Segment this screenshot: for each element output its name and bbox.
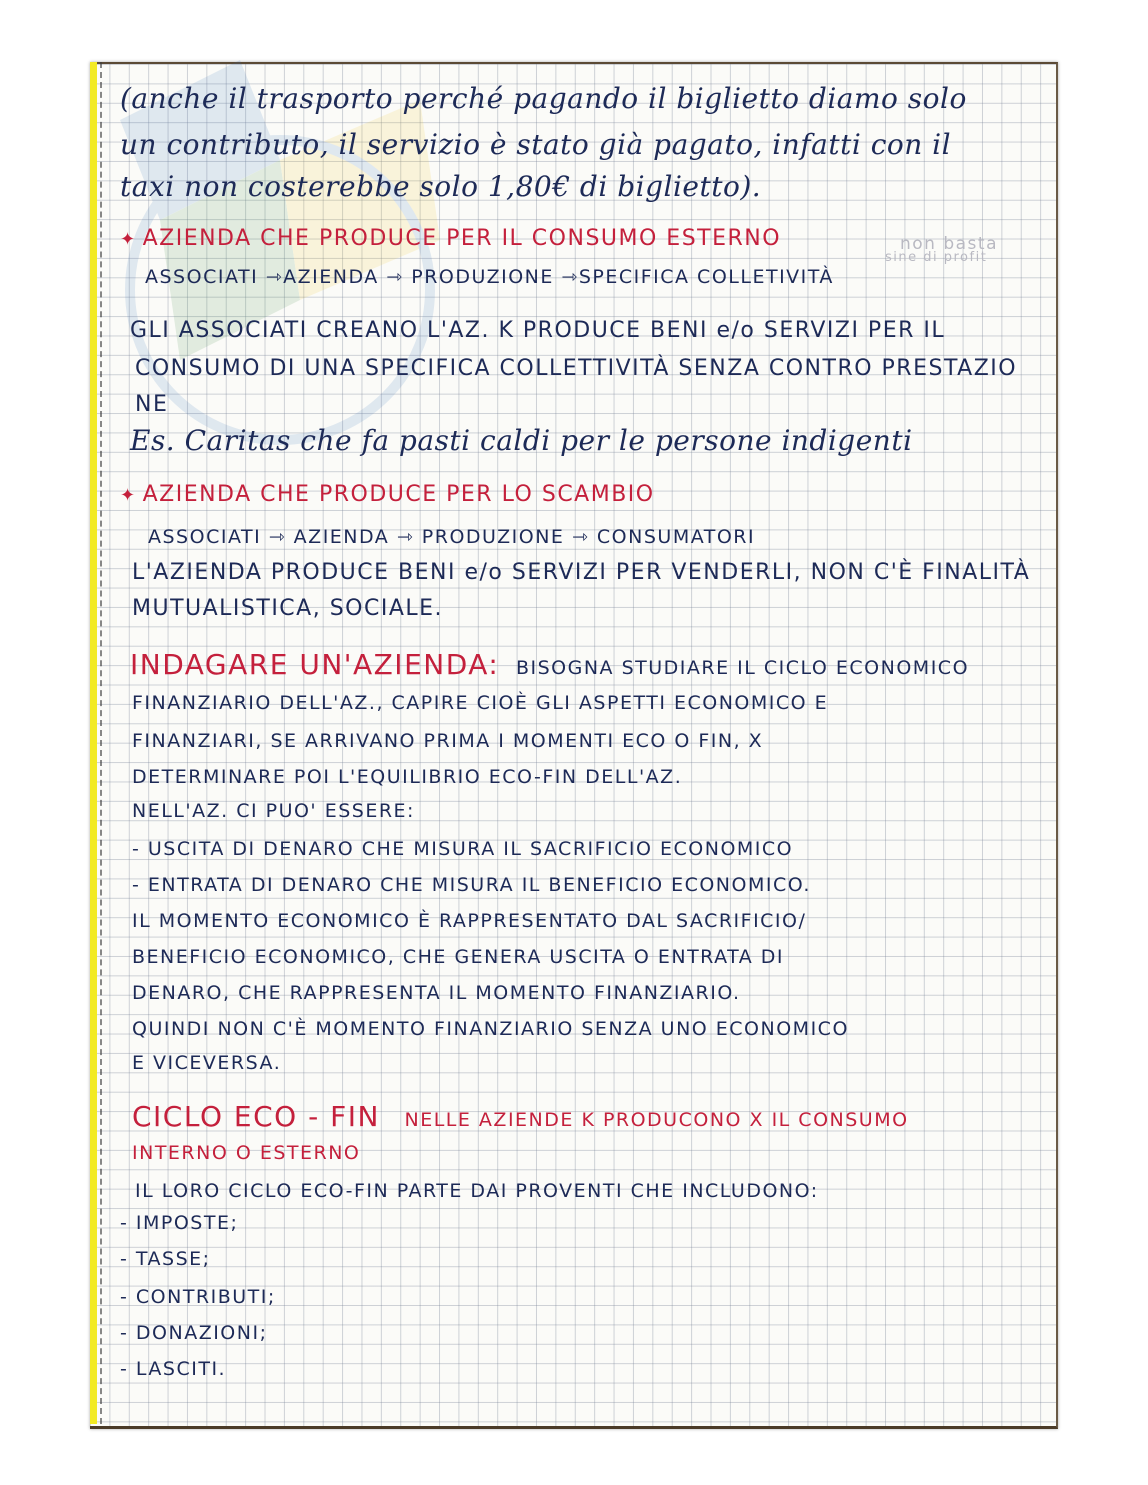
ciclo-item-tasse: - TASSE; xyxy=(120,1248,211,1270)
indagare-body-3: DETERMINARE POI L'EQUILIBRIO ECO-FIN DELL'AZ. xyxy=(132,766,683,788)
indagare-body-9: DENARO, CHE RAPPRESENTA IL MOMENTO FINANZIARIO. xyxy=(132,982,741,1004)
diamond-bullet-icon: ✦ xyxy=(120,229,137,250)
indagare-body-1: FINANZIARIO DELL'AZ., CAPIRE CIOÈ GLI ASPETTI ECONOMICO E xyxy=(132,692,829,714)
margin-line xyxy=(100,62,102,1424)
indagare-body-6: - ENTRATA DI DENARO CHE MISURA IL BENEFICIO ECONOMICO. xyxy=(132,874,811,896)
indagare-row xyxy=(130,648,969,681)
indagare-body-7: IL MOMENTO ECONOMICO È RAPPRESENTATO DAL SACRIFICIO/ xyxy=(132,910,807,932)
heading-ciclo: CICLO ECO - FIN xyxy=(132,1100,380,1133)
indagare-body-8: BENEFICIO ECONOMICO, CHE GENERA USCITA O ENTRATA DI xyxy=(132,946,785,968)
ciclo-item-contributi: - CONTRIBUTI; xyxy=(120,1286,276,1308)
heading-ciclo-line2: INTERNO O ESTERNO xyxy=(132,1142,361,1164)
ciclo-intro: IL LORO CICLO ECO-FIN PARTE DAI PROVENTI CHE INCLUDONO: xyxy=(135,1180,819,1202)
flow-scambio: ASSOCIATI ⇾ AZIENDA ⇾ PRODUZIONE ⇾ CONSUMATORI xyxy=(148,526,756,548)
heading-ciclo-rest: NELLE AZIENDE K PRODUCONO X IL CONSUMO xyxy=(404,1109,909,1131)
indagare-body-10: QUINDI NON C'È MOMENTO FINANZIARIO SENZA UNO ECONOMICO xyxy=(132,1018,849,1040)
indagare-lead: BISOGNA STUDIARE IL CICLO ECONOMICO xyxy=(515,657,970,679)
diamond-bullet-icon-2: ✦ xyxy=(120,485,137,506)
heading-consumo-esterno xyxy=(120,226,781,251)
ciclo-heading-row xyxy=(132,1100,909,1133)
ciclo-item-imposte: - IMPOSTE; xyxy=(120,1212,239,1234)
body-consumo-esterno-3: NE xyxy=(135,392,169,417)
ciclo-item-donazioni: - DONAZIONI; xyxy=(120,1322,268,1344)
indagare-body-11: E VICEVERSA. xyxy=(132,1052,282,1074)
indagare-body-5: - USCITA DI DENARO CHE MISURA IL SACRIFICIO ECONOMICO xyxy=(132,838,794,860)
heading-consumo-esterno-text: AZIENDA CHE PRODUCE PER IL CONSUMO ESTERNO xyxy=(142,226,782,251)
faint-note-2: sine di profit xyxy=(885,250,988,265)
faint-note: non basta xyxy=(900,234,999,254)
heading-indagare: INDAGARE UN'AZIENDA: xyxy=(130,648,500,681)
intro-line-1: (anche il trasporto perché pagando il biglietto diamo solo xyxy=(120,82,967,115)
intro-line-3: taxi non costerebbe solo 1,80€ di biglietto). xyxy=(120,170,762,203)
flow-consumo-esterno: ASSOCIATI ⇾AZIENDA ⇾ PRODUZIONE ⇾SPECIFICA COLLETIVITÀ xyxy=(145,266,834,288)
body-consumo-esterno-1: GLI ASSOCIATI CREANO L'AZ. K PRODUCE BENI e/o SERVIZI PER IL xyxy=(130,318,946,343)
ciclo-item-lasciti: - LASCITI. xyxy=(120,1358,227,1380)
heading-scambio-text: AZIENDA CHE PRODUCE PER LO SCAMBIO xyxy=(142,482,655,507)
body-consumo-esterno-2: CONSUMO DI UNA SPECIFICA COLLETTIVITÀ SENZA CONTRO PRESTAZIO xyxy=(135,356,1018,381)
yellow-page-edge xyxy=(90,62,97,1424)
indagare-body-4: NELL'AZ. CI PUO' ESSERE: xyxy=(132,800,415,822)
heading-scambio xyxy=(120,482,655,507)
indagare-body-2: FINANZIARI, SE ARRIVANO PRIMA I MOMENTI ECO O FIN, X xyxy=(132,730,764,752)
body-scambio-2: MUTUALISTICA, SOCIALE. xyxy=(132,596,444,621)
example-caritas: Es. Caritas che fa pasti caldi per le persone indigenti xyxy=(130,424,913,457)
intro-line-2: un contributo, il servizio è stato già pagato, infatti con il xyxy=(120,128,952,161)
body-scambio-1: L'AZIENDA PRODUCE BENI e/o SERVIZI PER VENDERLI, NON C'È FINALITÀ xyxy=(132,560,1031,585)
